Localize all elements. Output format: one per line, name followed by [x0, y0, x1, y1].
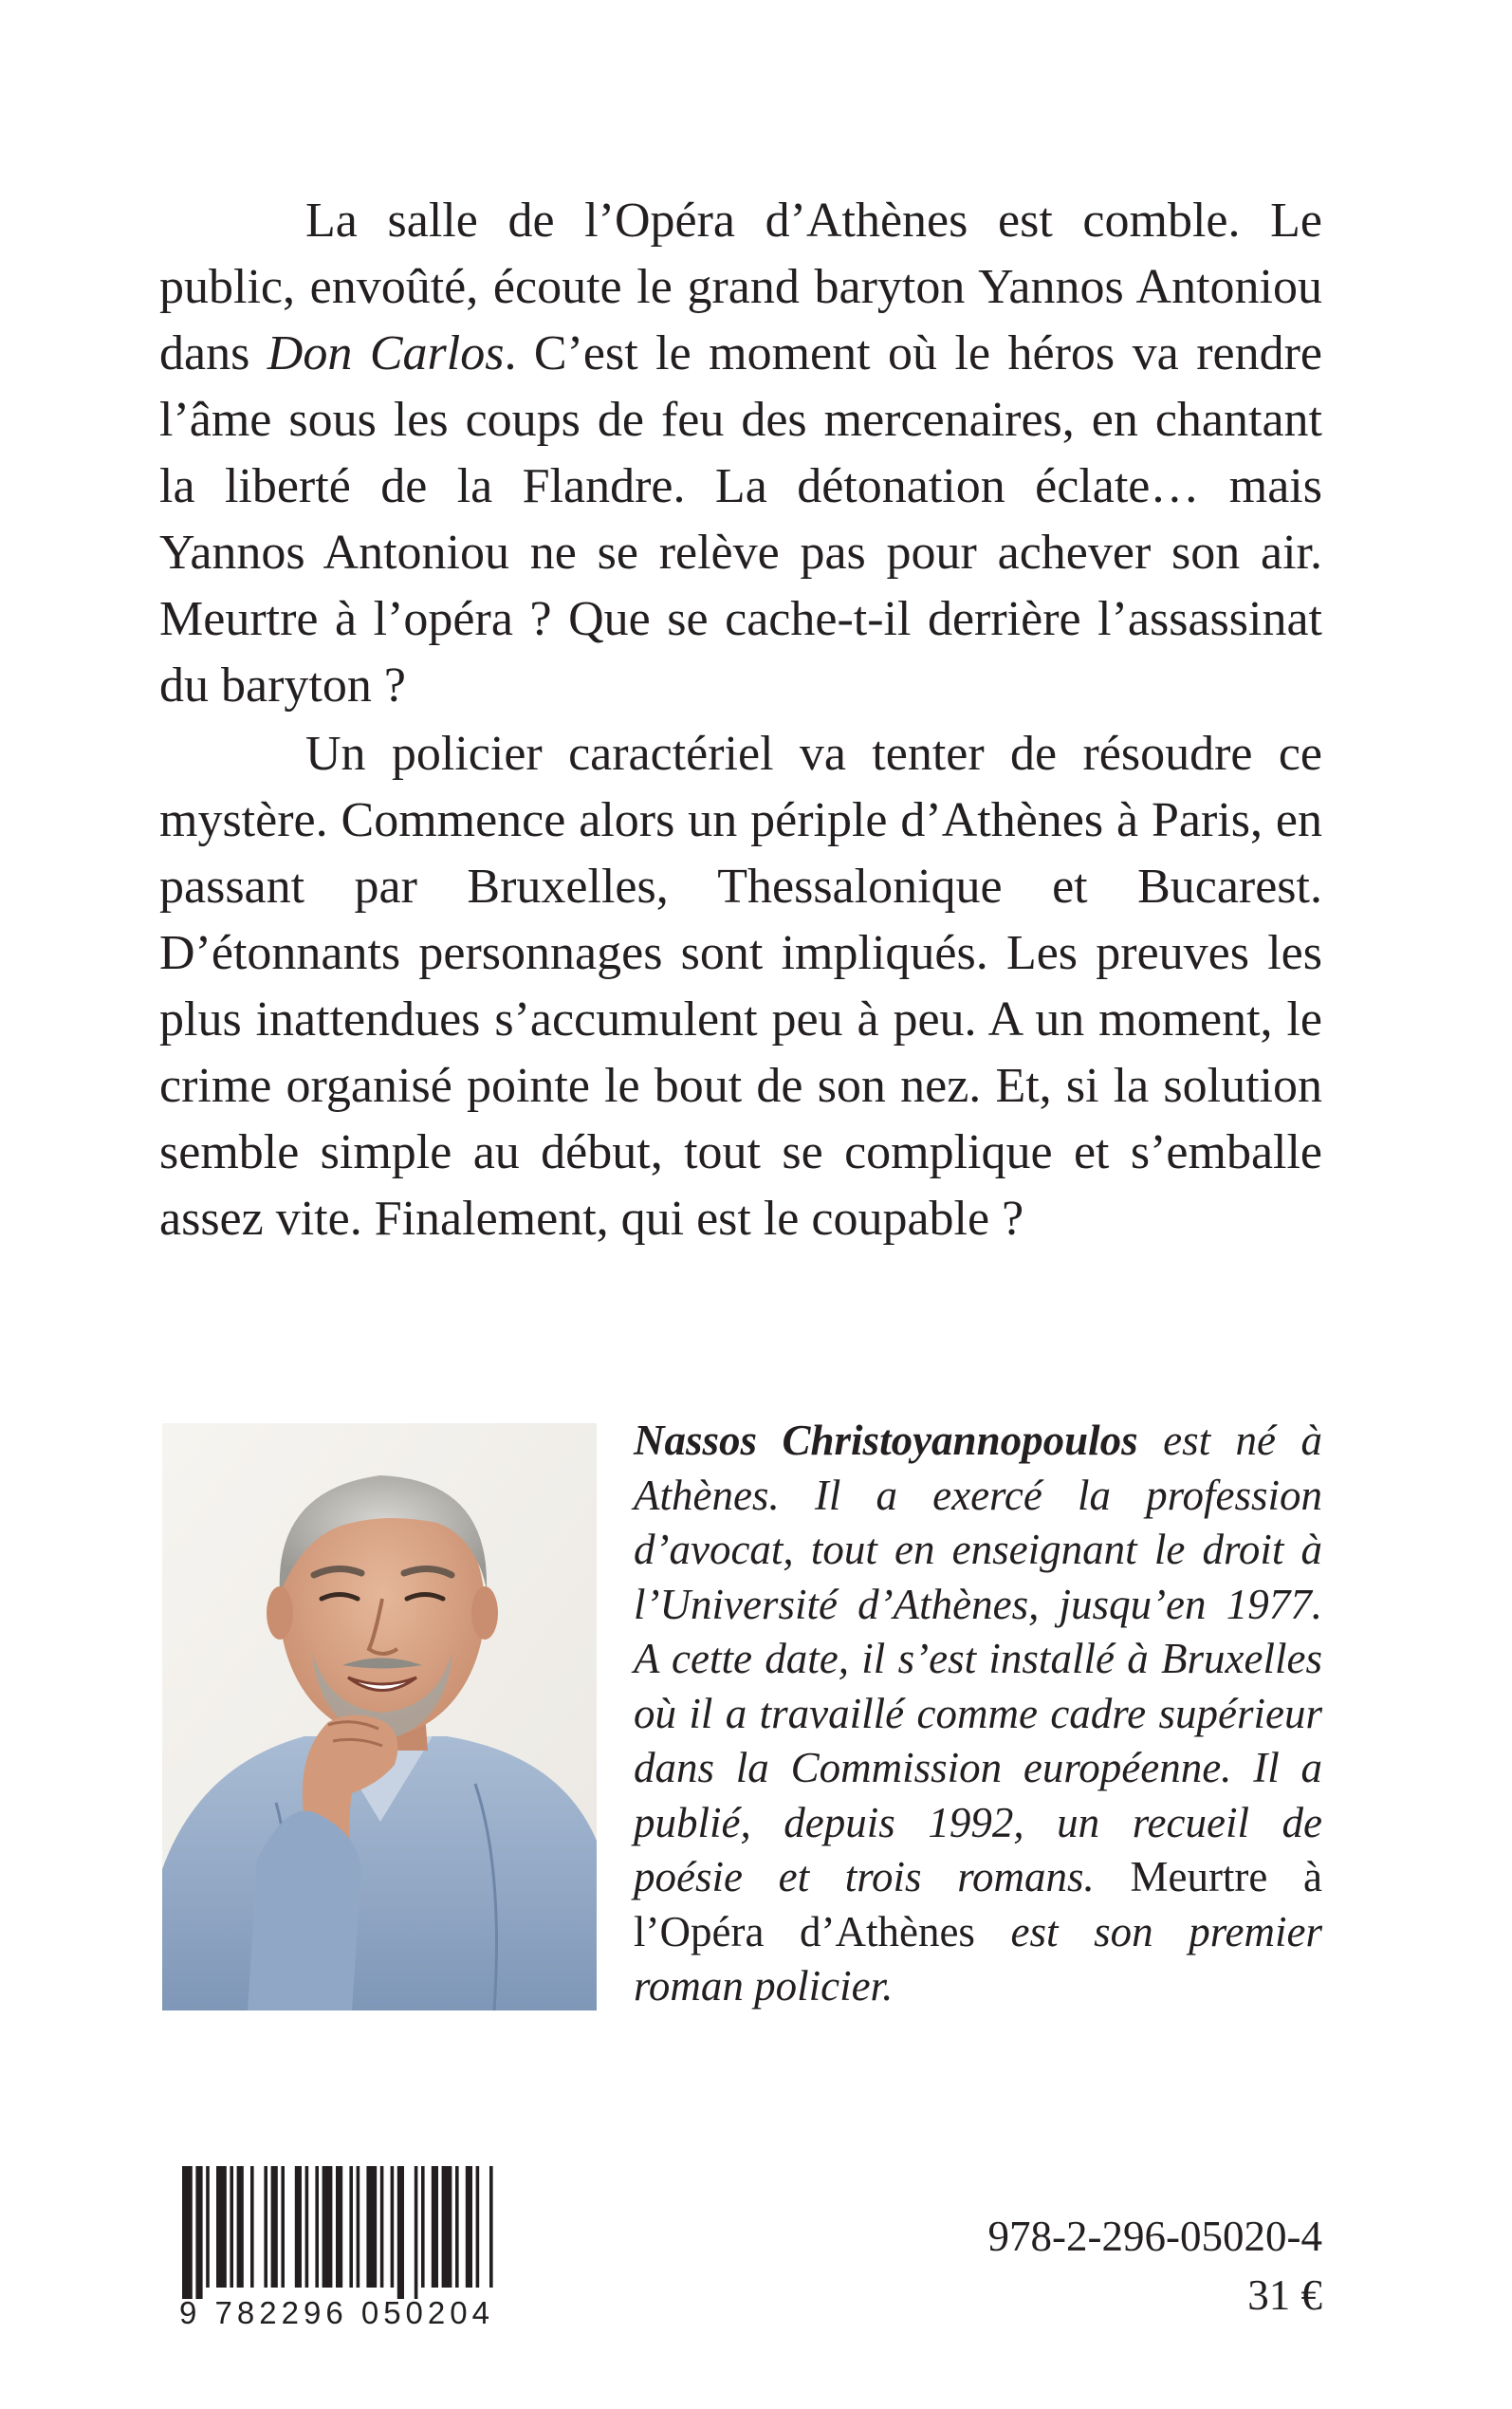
barcode-bar — [466, 2166, 472, 2288]
synopsis-paragraph-1 — [159, 188, 1322, 719]
opera-title: Don Carlos — [267, 326, 505, 380]
barcode-bar — [391, 2166, 395, 2288]
barcode-bar — [271, 2166, 278, 2288]
barcode-bar — [295, 2166, 302, 2288]
barcode-bar — [305, 2166, 309, 2288]
barcode-bar — [366, 2166, 377, 2288]
barcode-bar — [195, 2166, 202, 2299]
synopsis-p1-end: . C’est le moment où le héros va rendre l’âme sous les coups de feu des mercenaires, en chantant la liberté de la Flandre. La détonation éclate… mais Yannos Antoniou ne se relève pas pour achever son air. Meurtre à l’opéra ? Que se cache-t-il derrière l’assassinat du baryton ? — [159, 326, 1322, 713]
author-bio-text: est né à Athènes. Il a exercé la profession d’avocat, tout en enseignant le droit à l’Université d’Athènes, jusqu’en 1977. A cette date, il s’est installé à Bruxelles où il a travaillé comme cadre supérieur dans la Commission européenne. Il a publié, depuis 1992, un recueil de poésie et trois romans. — [634, 1417, 1322, 1900]
synopsis-p1-start: La salle de l’Opéra d’Athènes est comble. Le public, envoûté, écoute le grand baryton Yannos Antoniou dans — [159, 194, 1322, 380]
barcode-bar — [281, 2166, 285, 2288]
barcode-bar — [397, 2166, 404, 2299]
barcode-bar — [182, 2166, 193, 2299]
barcode-bar — [237, 2166, 244, 2288]
barcode-bar — [415, 2166, 418, 2299]
back-cover-synopsis — [159, 188, 1322, 1252]
price: 31 € — [1247, 2271, 1322, 2319]
barcode-bar — [264, 2166, 267, 2288]
author-photo — [162, 1423, 597, 2011]
barcode-bar — [380, 2166, 384, 2288]
barcode-digits: 9 782296 050204 — [179, 2295, 494, 2327]
barcode-bar — [206, 2166, 210, 2288]
barcode-bar — [357, 2166, 360, 2288]
barcode-bar — [336, 2166, 342, 2288]
author-bio-end: est son premier roman policier. — [634, 1907, 1322, 2010]
isbn-number: 978-2-296-05020-4 — [987, 2213, 1322, 2260]
barcode-bar — [230, 2166, 233, 2288]
barcode-bar — [432, 2166, 438, 2288]
barcode-bar — [455, 2166, 459, 2288]
book-title: Meurtre à l’Opéra d’Athènes — [634, 1853, 1322, 1955]
author-bio — [634, 1414, 1322, 2014]
barcode-bar — [250, 2166, 254, 2288]
barcode-bar — [476, 2166, 480, 2288]
barcode-bar — [315, 2166, 319, 2288]
barcode-bar — [442, 2166, 452, 2288]
barcode-bar — [323, 2166, 333, 2288]
isbn-barcode — [161, 2166, 512, 2327]
author-name: Nassos Christoyannopoulos — [634, 1417, 1138, 1464]
barcode-bar — [421, 2166, 425, 2288]
barcode-bar — [349, 2166, 353, 2288]
barcode-bar — [216, 2166, 227, 2288]
barcode-bar — [489, 2166, 493, 2288]
synopsis-paragraph-2: Un policier caractériel va tenter de résoudre ce mystère. Commence alors un périple d’Athènes à Paris, en passant par Bruxelles, Thessalonique et Bucarest. D’étonnants personnages sont impliqués. Les preuves les plus inattendues s’accumulent peu à peu. A un moment, le crime organisé pointe le bout de son nez. Et, si la solution semble simple au début, tout se complique et s’emballe assez vite. Finalement, qui est le coupable ? — [159, 727, 1322, 1246]
